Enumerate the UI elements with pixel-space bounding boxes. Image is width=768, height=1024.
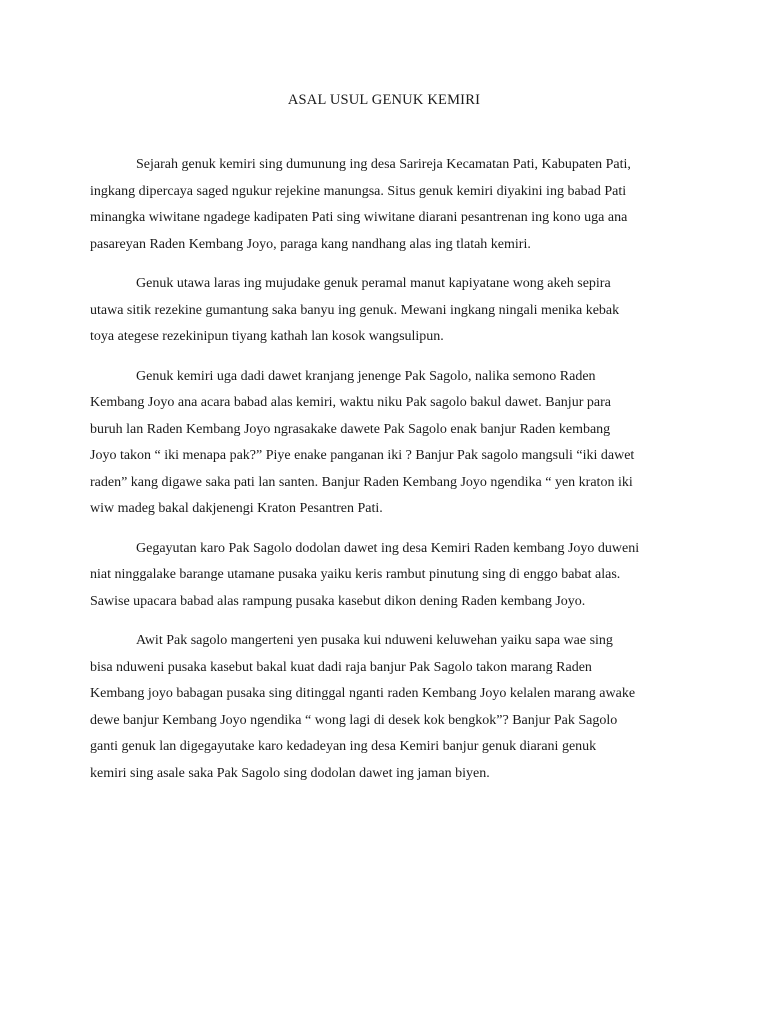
paragraph-line: Genuk kemiri uga dadi dawet kranjang jenenge Pak Sagolo, nalika semono Raden — [136, 368, 596, 384]
paragraph-line: bisa nduweni pusaka kasebut bakal kuat dadi raja banjur Pak Sagolo takon marang Raden — [90, 659, 592, 675]
paragraph-line: Kembang joyo babagan pusaka sing ditinggal nganti raden Kembang Joyo kelalen marang awake — [90, 686, 636, 701]
paragraph-4 — [90, 536, 680, 616]
paragraph-line: raden” kang digawe saka pati lan santen. Banjur Raden Kembang Joyo ngendika “ yen kraton iki — [90, 474, 633, 490]
paragraph-line: dewe banjur Kembang Joyo ngendika “ wong lagi di desek kok bengkok”? Banjur Pak Sagolo — [90, 712, 618, 728]
paragraph-3 — [90, 364, 680, 523]
paragraph-line: Joyo takon “ iki menapa pak?” Piye enake panganan iki ? Banjur Pak sagolo mangsuli “iki dawet — [90, 448, 635, 463]
paragraph-line: wiw madeg bakal dakjenengi Kraton Pesantren Pati. — [90, 501, 383, 516]
paragraph-line: Sejarah genuk kemiri sing dumunung ing desa Sarireja Kecamatan Pati, Kabupaten Pati, — [136, 157, 631, 172]
paragraph-line: ingkang dipercaya saged ngukur rejekine manungsa. Situs genuk kemiri diyakini ing babad Pati — [90, 183, 627, 199]
document-body — [90, 152, 680, 800]
paragraph-line: ganti genuk lan digegayutake karo kedadeyan ing desa Kemiri banjur genuk diarani genuk — [90, 739, 597, 754]
paragraph-line: Gegayutan karo Pak Sagolo dodolan dawet ing desa Kemiri Raden kembang Joyo duweni — [136, 540, 640, 556]
paragraph-line: buruh lan Raden Kembang Joyo ngrasakake dawete Pak Sagolo enak banjur Raden kembang — [90, 421, 611, 437]
paragraph-line: Sawise upacara babad alas rampung pusaka kasebut dikon dening Raden kembang Joyo. — [90, 593, 586, 609]
paragraph-line: minangka wiwitane ngadege kadipaten Pati sing wiwitane diarani pesantrenan ing kono uga ana — [90, 210, 628, 225]
document-title: ASAL USUL GENUK KEMIRI — [287, 92, 481, 108]
paragraph-1 — [90, 152, 680, 258]
paragraph-2 — [90, 271, 680, 351]
paragraph-5 — [90, 628, 680, 787]
paragraph-line: pasareyan Raden Kembang Joyo, paraga kang nandhang alas ing tlatah kemiri. — [90, 236, 531, 252]
paragraph-line: niat ninggalake barange utamane pusaka yaiku keris rambut pinutung sing di enggo babat alas. — [90, 567, 621, 582]
paragraph-line: Awit Pak sagolo mangerteni yen pusaka kui nduweni keluwehan yaiku sapa wae sing — [136, 633, 613, 648]
paragraph-line: Kembang Joyo ana acara babad alas kemiri, waktu niku Pak sagolo bakul dawet. Banjur para — [90, 395, 611, 410]
paragraph-line: Genuk utawa laras ing mujudake genuk peramal manut kapiyatane wong akeh sepira — [136, 276, 611, 291]
paragraph-line: utawa sitik rezekine gumantung saka banyu ing genuk. Mewani ingkang ningali menika kebak — [90, 302, 620, 318]
paragraph-line: kemiri sing asale saka Pak Sagolo sing dodolan dawet ing jaman biyen. — [90, 765, 490, 781]
paragraph-line: toya ategese rezekinipun tiyang kathah lan kosok wangsulipun. — [90, 329, 444, 344]
